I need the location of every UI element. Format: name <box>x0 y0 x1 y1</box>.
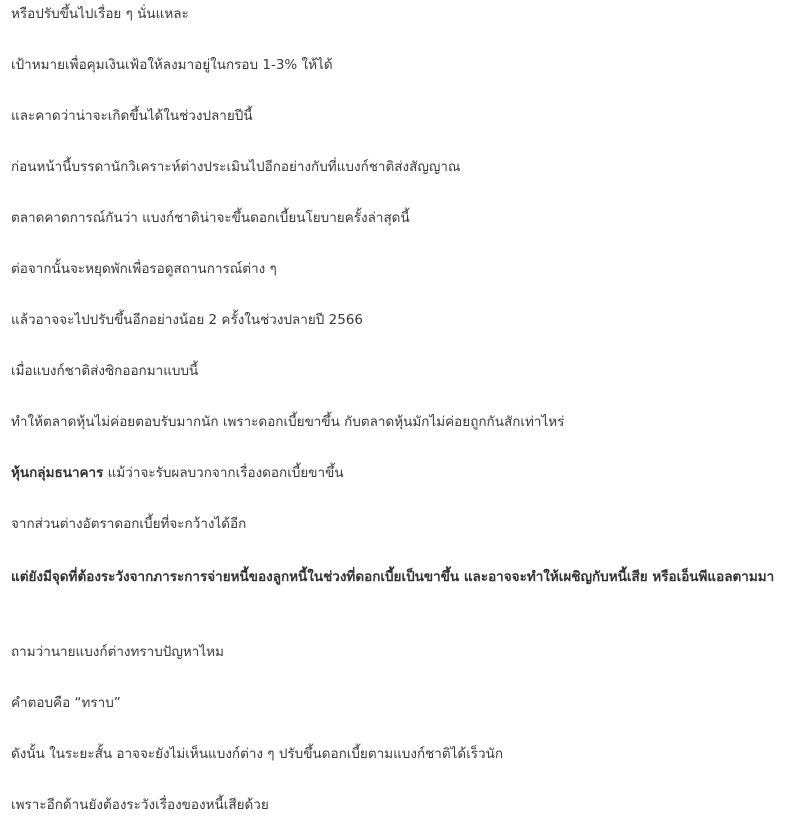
warning-paragraph: แต่ยังมีจุดที่ต้องระวังจากภาระการจ่ายหนี้ของลูกหนี้ในช่วงที่ดอกเบี้ยเป็นขาขึ้น และอาจจะทำให้เผชิญกับหนี้เสีย หรือเอ็นพีแอลตามมา <box>11 569 775 585</box>
paragraph: เมื่อแบงก์ชาติส่งซิกออกมาแบบนี้ <box>11 363 199 379</box>
paragraph: เป้าหมายเพื่อคุมเงินเฟ้อให้ลงมาอยู่ในกรอบ 1-3% ให้ได้ <box>11 57 333 73</box>
paragraph: หรือปรับขึ้นไปเรื่อย ๆ นั่นแหละ <box>11 6 189 22</box>
paragraph: คำตอบคือ “ทราบ” <box>11 695 121 711</box>
paragraph: จากส่วนต่างอัตราดอกเบี้ยที่จะกว้างได้อีก <box>11 516 247 532</box>
paragraph: ก่อนหน้านี้บรรดานักวิเคราะห์ต่างประเมินไปอีกอย่างกับที่แบงก์ชาติส่งสัญญาณ <box>11 159 461 175</box>
paragraph: เพราะอีกด้านยังต้องระวังเรื่องของหนี้เสียด้วย <box>11 797 269 813</box>
paragraph: ต่อจากนั้นจะหยุดพักเพื่อรอดูสถานการณ์ต่าง ๆ <box>11 261 277 277</box>
paragraph: ถามว่านายแบงก์ต่างทราบปัญหาไหม <box>11 644 224 660</box>
paragraph: ตลาดคาดการณ์กันว่า แบงก์ชาติน่าจะขึ้นดอกเบี้ยนโยบายครั้งล่าสุดนี้ <box>11 210 410 226</box>
paragraph: ทำให้ตลาดหุ้นไม่ค่อยตอบรับมากนัก เพราะดอกเบี้ยขาขึ้น กับตลาดหุ้นมักไม่ค่อยถูกกันสักเท่าไหร่ <box>11 414 565 430</box>
paragraph: ดังนั้น ในระยะสั้น อาจจะยังไม่เห็นแบงก์ต่าง ๆ ปรับขึ้นดอกเบี้ยตามแบงก์ชาติได้เร็วนัก <box>11 746 504 762</box>
bank-stocks-paragraph <box>11 463 344 483</box>
bank-stocks-bold-label: หุ้นกลุ่มธนาคาร <box>11 465 104 481</box>
bank-stocks-text: แม้ว่าจะรับผลบวกจากเรื่องดอกเบี้ยขาขึ้น <box>103 465 344 481</box>
paragraph: และคาดว่าน่าจะเกิดขึ้นได้ในช่วงปลายปีนี้ <box>11 108 253 124</box>
paragraph: แล้วอาจจะไปปรับขึ้นอีกอย่างน้อย 2 ครั้งในช่วงปลายปี 2566 <box>11 312 363 328</box>
